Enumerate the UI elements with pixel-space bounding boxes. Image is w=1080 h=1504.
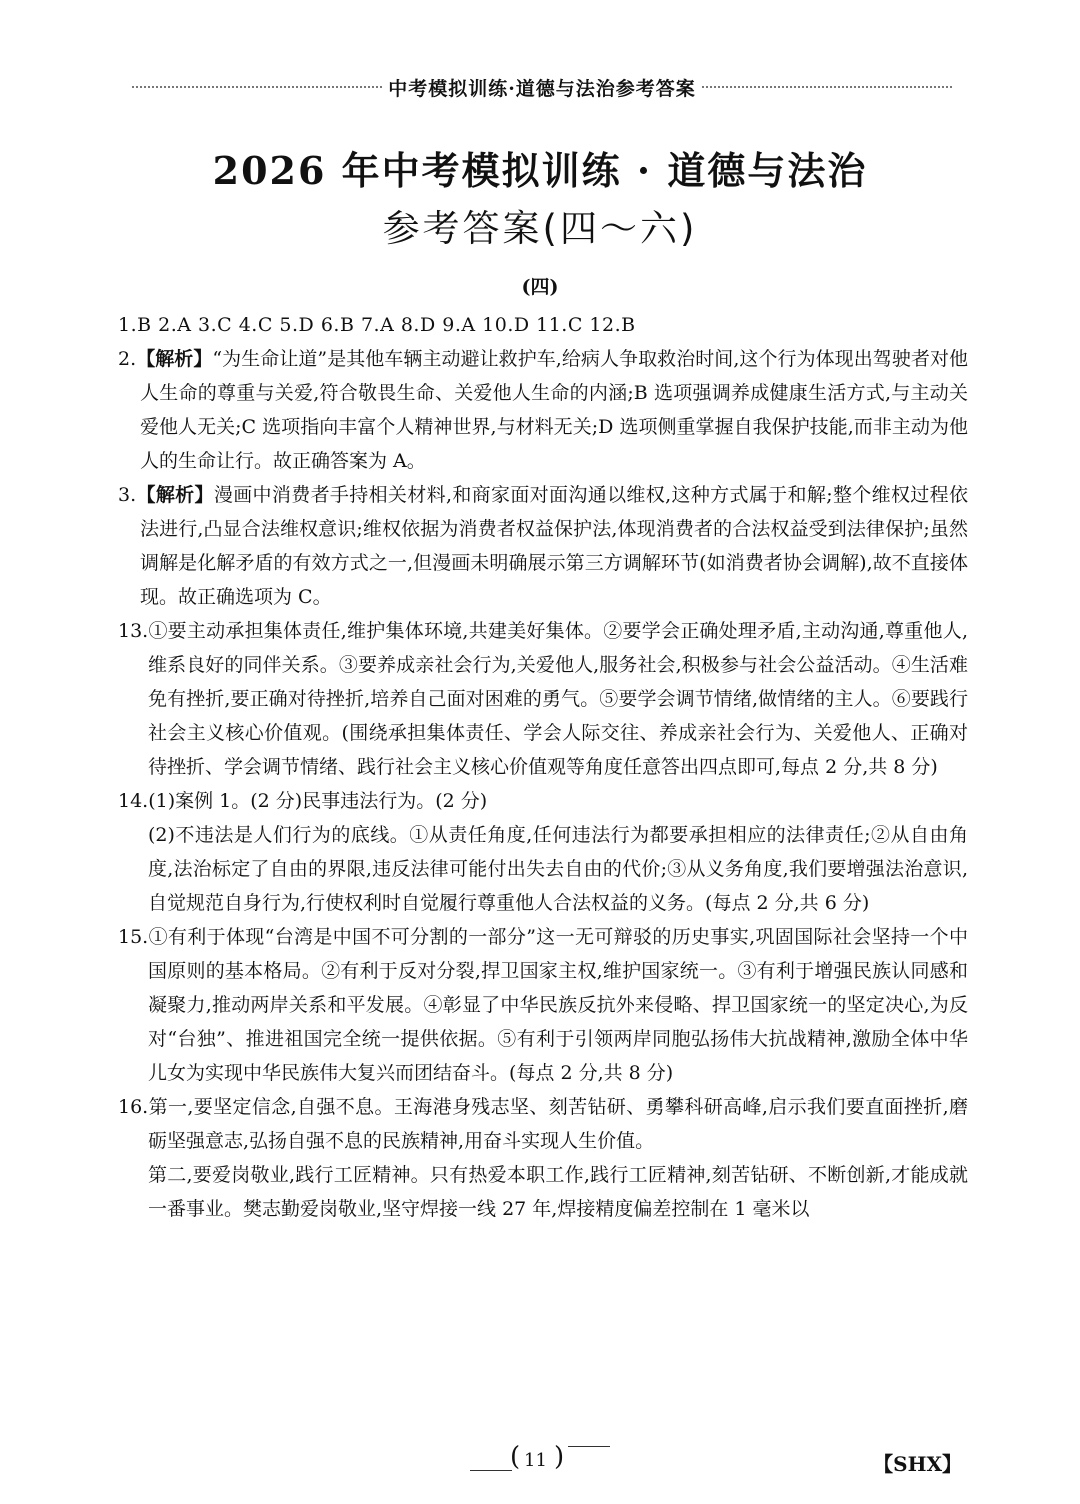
answer-14: [118, 784, 968, 818]
item-text: 第一,要坚定信念,自强不息。王海港身残志坚、刻苦钻研、勇攀科研高峰,启示我们要直面挫折,磨砺坚强意志,弘扬自强不息的民族精神,用奋斗实现人生价值。: [148, 1096, 968, 1152]
footer-bracket-left: (: [510, 1442, 521, 1472]
item-text: (1)案例 1。(2 分)民事违法行为。(2 分): [148, 790, 488, 812]
explanation-3: [118, 478, 968, 614]
answer-15: [118, 920, 968, 1090]
item-number: 2.: [118, 348, 137, 370]
document-title: 2026 年中考模拟训练 · 道德与法治: [212, 148, 868, 193]
page-footer: [0, 1442, 1080, 1482]
item-number: 13.: [118, 620, 149, 642]
item-text: “为生命让道”是其他车辆主动避让救护车,给病人争取救治时间,这个行为体现出驾驶者对他人生命的尊重与关爱,符合敬畏生命、关爱他人生命的内涵;B 选项强调养成健康生活方式,与主动关爱他人无关;C 选项指向丰富个人精神世界,与材料无关;D 选项侧重掌握自我保护技能,而非主动为他人的生命让行。故正确答案为 A。: [140, 348, 968, 472]
item-number: 16.: [118, 1096, 149, 1118]
page-number-ornament: [470, 1442, 610, 1478]
item-number: 15.: [118, 926, 149, 948]
answer-content: [118, 308, 968, 1226]
item-number: 14.: [118, 790, 149, 812]
document-code: 【SHX】: [873, 1452, 962, 1476]
analysis-tag: 【解析】: [136, 348, 213, 370]
header-dotted-rule-left: [132, 86, 382, 88]
section-label: (四): [521, 276, 559, 298]
answer-16-part-2: 第二,要爱岗敬业,践行工匠精神。只有热爱本职工作,践行工匠精神,刻苦钻研、不断创新,才能成就一番事业。樊志勤爱岗敬业,坚守焊接一线 27 年,焊接精度偏差控制在 1 毫米以: [148, 1164, 968, 1220]
answer-16: [118, 1090, 968, 1158]
running-header: [132, 72, 952, 102]
analysis-tag: 【解析】: [136, 484, 214, 506]
item-number: 3.: [118, 484, 137, 506]
explanation-2: [118, 342, 968, 478]
item-text: ①要主动承担集体责任,维护集体环境,共建美好集体。②要学会正确处理矛盾,主动沟通,尊重他人,维系良好的同伴关系。③要养成亲社会行为,关爱他人,服务社会,积极参与社会公益活动。④生活难免有挫折,要正确对待挫折,培养自己面对困难的勇气。⑤要学会调节情绪,做情绪的主人。⑥要践行社会主义核心价值观。(围绕承担集体责任、学会人际交往、养成亲社会行为、关爱他人、正确对待挫折、学会调节情绪、践行社会主义核心价值观等角度任意答出四点即可,每点 2 分,共 8 分): [148, 620, 968, 778]
item-text: 漫画中消费者手持相关材料,和商家面对面沟通以维权,这种方式属于和解;整个维权过程依法进行,凸显合法维权意识;维权依据为消费者权益保护法,体现消费者的合法权益受到法律保护;虽然调解是化解矛盾的有效方式之一,但漫画未明确展示第三方调解环节(如消费者协会调解),故不直接体现。故正确选项为 C。: [140, 484, 968, 608]
header-dotted-rule-right: [702, 86, 952, 88]
page-number: 11: [524, 1450, 547, 1471]
item-text: ①有利于体现“台湾是中国不可分割的一部分”这一无可辩驳的历史事实,巩固国际社会坚持一个中国原则的基本格局。②有利于反对分裂,捍卫国家主权,维护国家统一。③有利于增强民族认同感和凝聚力,推动两岸关系和平发展。④彰显了中华民族反抗外来侵略、捍卫国家统一的坚定决心,为反对“台独”、推进祖国完全统一提供依据。⑤有利于引领两岸同胞弘扬伟大抗战精神,激励全体中华儿女为实现中华民族伟大复兴而团结奋斗。(每点 2 分,共 8 分): [148, 926, 968, 1084]
answer-14-part-2: (2)不违法是人们行为的底线。①从责任角度,任何违法行为都要承担相应的法律责任;②从自由角度,法治标定了自由的界限,违反法律可能付出失去自由的代价;③从义务角度,我们要增强法治意识,自觉规范自身行为,行使权利时自觉履行尊重他人合法权益的义务。(每点 2 分,共 6 分): [148, 824, 968, 914]
answer-13: [118, 614, 968, 784]
footer-rule-right: [568, 1446, 610, 1447]
footer-bracket-right: ): [554, 1442, 565, 1472]
running-header-title: 中考模拟训练·道德与法治参考答案: [388, 77, 696, 100]
footer-rule-left: [470, 1470, 512, 1471]
document-subtitle: 参考答案(四～六): [382, 207, 698, 250]
choice-answers-line: 1.B 2.A 3.C 4.C 5.D 6.B 7.A 8.D 9.A 10.D 11.C 12.B: [118, 314, 636, 336]
